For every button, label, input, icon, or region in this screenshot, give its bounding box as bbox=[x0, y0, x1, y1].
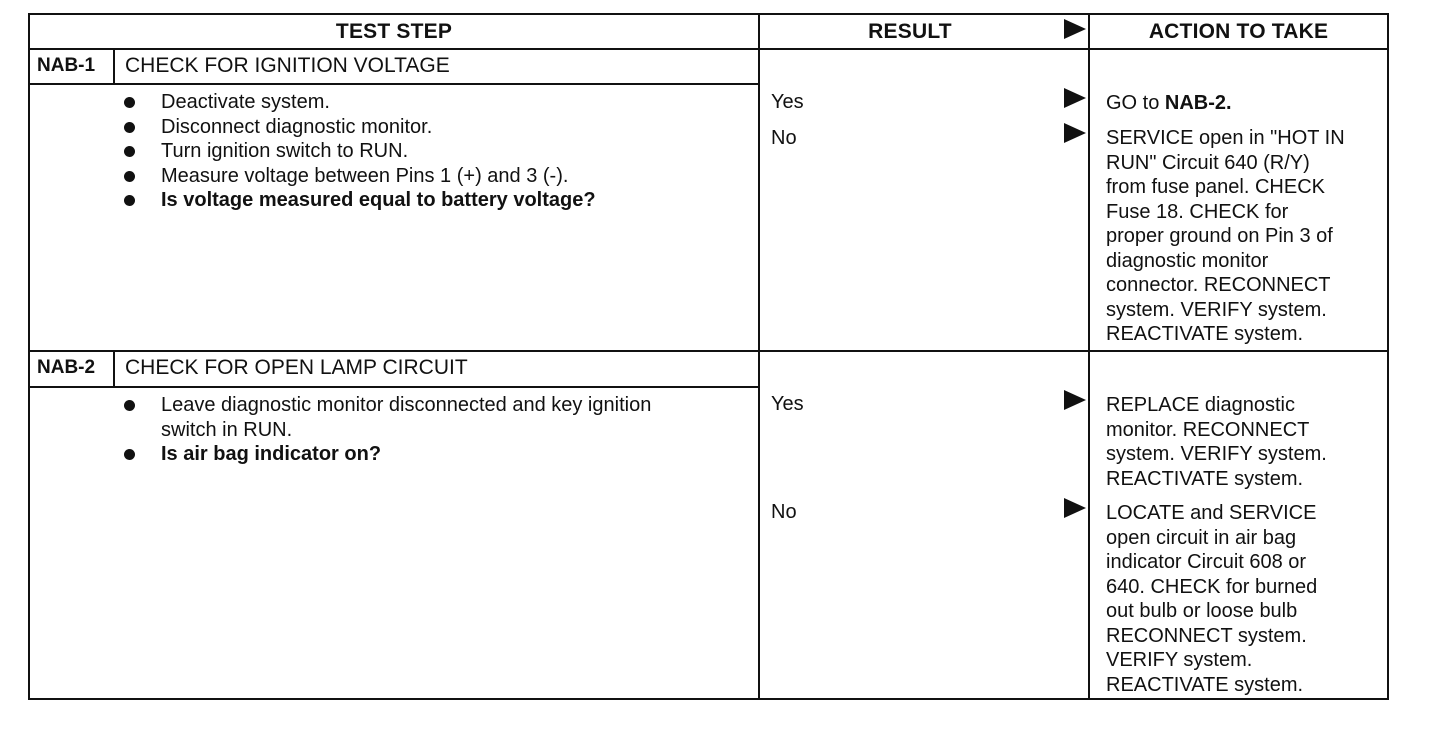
list-item-question: Is air bag indicator on? bbox=[124, 442, 684, 467]
row-divider bbox=[28, 350, 1389, 352]
list-item: Deactivate system. bbox=[124, 90, 734, 115]
step-title-nab1: CHECK FOR IGNITION VOLTAGE bbox=[125, 54, 450, 77]
nab1-title-divider bbox=[28, 83, 759, 85]
list-item-question: Is voltage measured equal to battery voltage? bbox=[124, 188, 734, 213]
step-title-nab2: CHECK FOR OPEN LAMP CIRCUIT bbox=[125, 356, 468, 379]
header-test-step: TEST STEP bbox=[335, 20, 453, 43]
step-list-nab2 bbox=[124, 393, 684, 467]
action-nab1-yes: GO to NAB-2. bbox=[1106, 92, 1232, 114]
arrow-icon bbox=[1064, 498, 1086, 518]
list-item: Leave diagnostic monitor disconnected and key ignition switch in RUN. bbox=[124, 393, 684, 442]
arrow-icon bbox=[1064, 390, 1086, 410]
header-arrow-icon bbox=[1064, 19, 1086, 39]
result-nab1-yes: Yes bbox=[771, 91, 804, 113]
bullet-icon bbox=[124, 400, 135, 411]
action-nab2-no: LOCATE and SERVICE open circuit in air bag indicator Circuit 608 or 640. CHECK for burned out bulb or loose bulb RECONNECT system. VERIFY system. REACTIVATE system. bbox=[1106, 502, 1318, 696]
bullet-icon bbox=[124, 195, 135, 206]
result-nab1-no: No bbox=[771, 127, 797, 149]
arrow-icon bbox=[1064, 123, 1086, 143]
divider-nab1-tag bbox=[113, 49, 115, 84]
step-id-nab2: NAB-2 bbox=[37, 357, 96, 378]
list-item: Measure voltage between Pins 1 (+) and 3 (-). bbox=[124, 164, 734, 189]
step-id-nab1: NAB-1 bbox=[37, 55, 96, 76]
header-action: ACTION TO TAKE bbox=[1148, 20, 1329, 43]
list-item: Turn ignition switch to RUN. bbox=[124, 139, 734, 164]
result-nab2-yes: Yes bbox=[771, 393, 804, 415]
bullet-icon bbox=[124, 122, 135, 133]
bullet-icon bbox=[124, 171, 135, 182]
list-item: Disconnect diagnostic monitor. bbox=[124, 115, 734, 140]
bullet-icon bbox=[124, 97, 135, 108]
header-result: RESULT bbox=[868, 20, 952, 43]
step-list-nab1 bbox=[124, 90, 734, 213]
action-nab1-no: SERVICE open in "HOT IN RUN" Circuit 640 (R/Y) from fuse panel. CHECK Fuse 18. CHECK for proper ground on Pin 3 of diagnostic monitor connector. RECONNECT system. VERIFY system. REACTIVATE system. bbox=[1106, 127, 1345, 345]
action-nab2-yes: REPLACE diagnostic monitor. RECONNECT system. VERIFY system. REACTIVATE system. bbox=[1106, 394, 1327, 490]
divider-test-result bbox=[758, 13, 760, 700]
divider-result-action bbox=[1088, 13, 1090, 700]
bullet-icon bbox=[124, 146, 135, 157]
bullet-icon bbox=[124, 449, 135, 460]
nab2-title-divider bbox=[28, 386, 759, 388]
result-nab2-no: No bbox=[771, 501, 797, 523]
arrow-icon bbox=[1064, 88, 1086, 108]
divider-nab2-tag bbox=[113, 351, 115, 387]
